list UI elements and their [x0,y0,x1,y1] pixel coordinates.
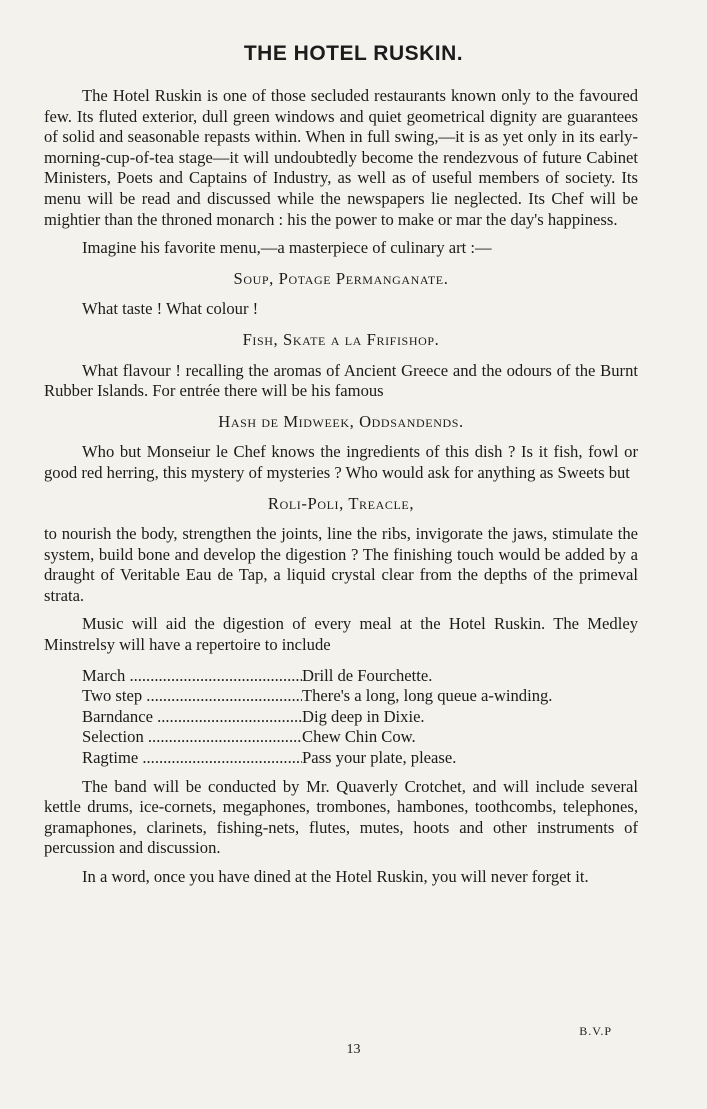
paragraph-closing: In a word, once you have dined at the Hotel Ruskin, you will never forget it. [82,867,589,886]
programme-tune: There's a long, long queue a-winding. [302,686,553,706]
article-body [44,86,638,888]
programme-row [82,707,638,728]
programme-tune: Pass your plate, please. [302,748,457,768]
programme-tune: Dig deep in Dixie. [302,706,425,726]
programme-tune: Drill de Fourchette. [302,665,433,685]
page-number: 13 [346,1042,361,1057]
paragraph-menu-intro: Imagine his favorite menu,—a masterpiece of culinary art :— [82,238,492,258]
programme-row [82,748,638,769]
menu-item-sweets: Roli-Poli, Treacle, [267,493,415,513]
music-programme [82,666,638,769]
programme-tune: Chew Chin Cow. [302,727,416,747]
paragraph-fish-comment: What flavour ! recalling the aromas of Ancient Greece and the odours of the Burnt Rubber Islands. For entrée there will be his famous [44,360,638,401]
paragraph-entree-comment: Who but Monseiur le Chef knows the ingredients of this dish ? Is it fish, fowl or good red herring, this mystery of mysteries ? Who would ask for anything as Sweets but [44,442,638,482]
programme-dance: Ragtime ..... [82,748,302,769]
programme-row [82,666,638,687]
programme-dance: Selection ..... [82,727,302,748]
menu-item-entree: Hash de Midweek, Oddsandends. [218,411,464,431]
programme-dance: March ..... [82,666,302,687]
paragraph-soup-comment: What taste ! What colour ! [82,299,259,319]
programme-row [82,686,638,707]
paragraph-music: Music will aid the digestion of every meal at the Hotel Ruskin. The Medley Minstrelsy will have a repertoire to include [44,614,638,655]
author-signature: B.V.P [579,1024,612,1038]
page-title: THE HOTEL RUSKIN. [243,42,464,65]
paragraph-band: The band will be conducted by Mr. Quaverly Crotchet, and will include several kettle drums, ice-cornets, megaphones, trombones, hambones, toothcombs, telephones, gramaphones, clarinets, fishing-nets, flutes, mutes, hoots and other instruments of percussion and discussion. [44,776,638,858]
programme-dance: Barndance ..... [82,707,302,728]
programme-row [82,727,638,748]
programme-dance: Two step ..... [82,686,302,707]
paragraph-sweets-comment: to nourish the body, strengthen the joints, line the ribs, invigorate the jaws, stimulate the system, build bone and develop the digestion ? The finishing touch would be added by a draught of Veritable Eau de Tap, a liquid crystal clear from the depths of the primeval strata. [44,524,638,605]
menu-item-soup: Soup, Potage Permanganate. [233,268,449,288]
menu-item-fish: Fish, Skate a la Frifishop. [242,329,440,349]
paragraph-intro: The Hotel Ruskin is one of those secluded restaurants known only to the favoured few. Its fluted exterior, dull green windows and quiet geometrical dignity are guarantees of solid and seasonable repasts within. When in full swing,—it is as yet only in its early-morning-cup-of-tea stage—it will undoubtedly become the rendezvous of future Cabinet Ministers, Poets and Captains of Industry, as well as of useful members of society. Its menu will be read and discussed while the newspapers lie neglected. Its Chef will be mightier than the throned monarch : his the power to make or mar the day's happiness. [44,86,638,229]
